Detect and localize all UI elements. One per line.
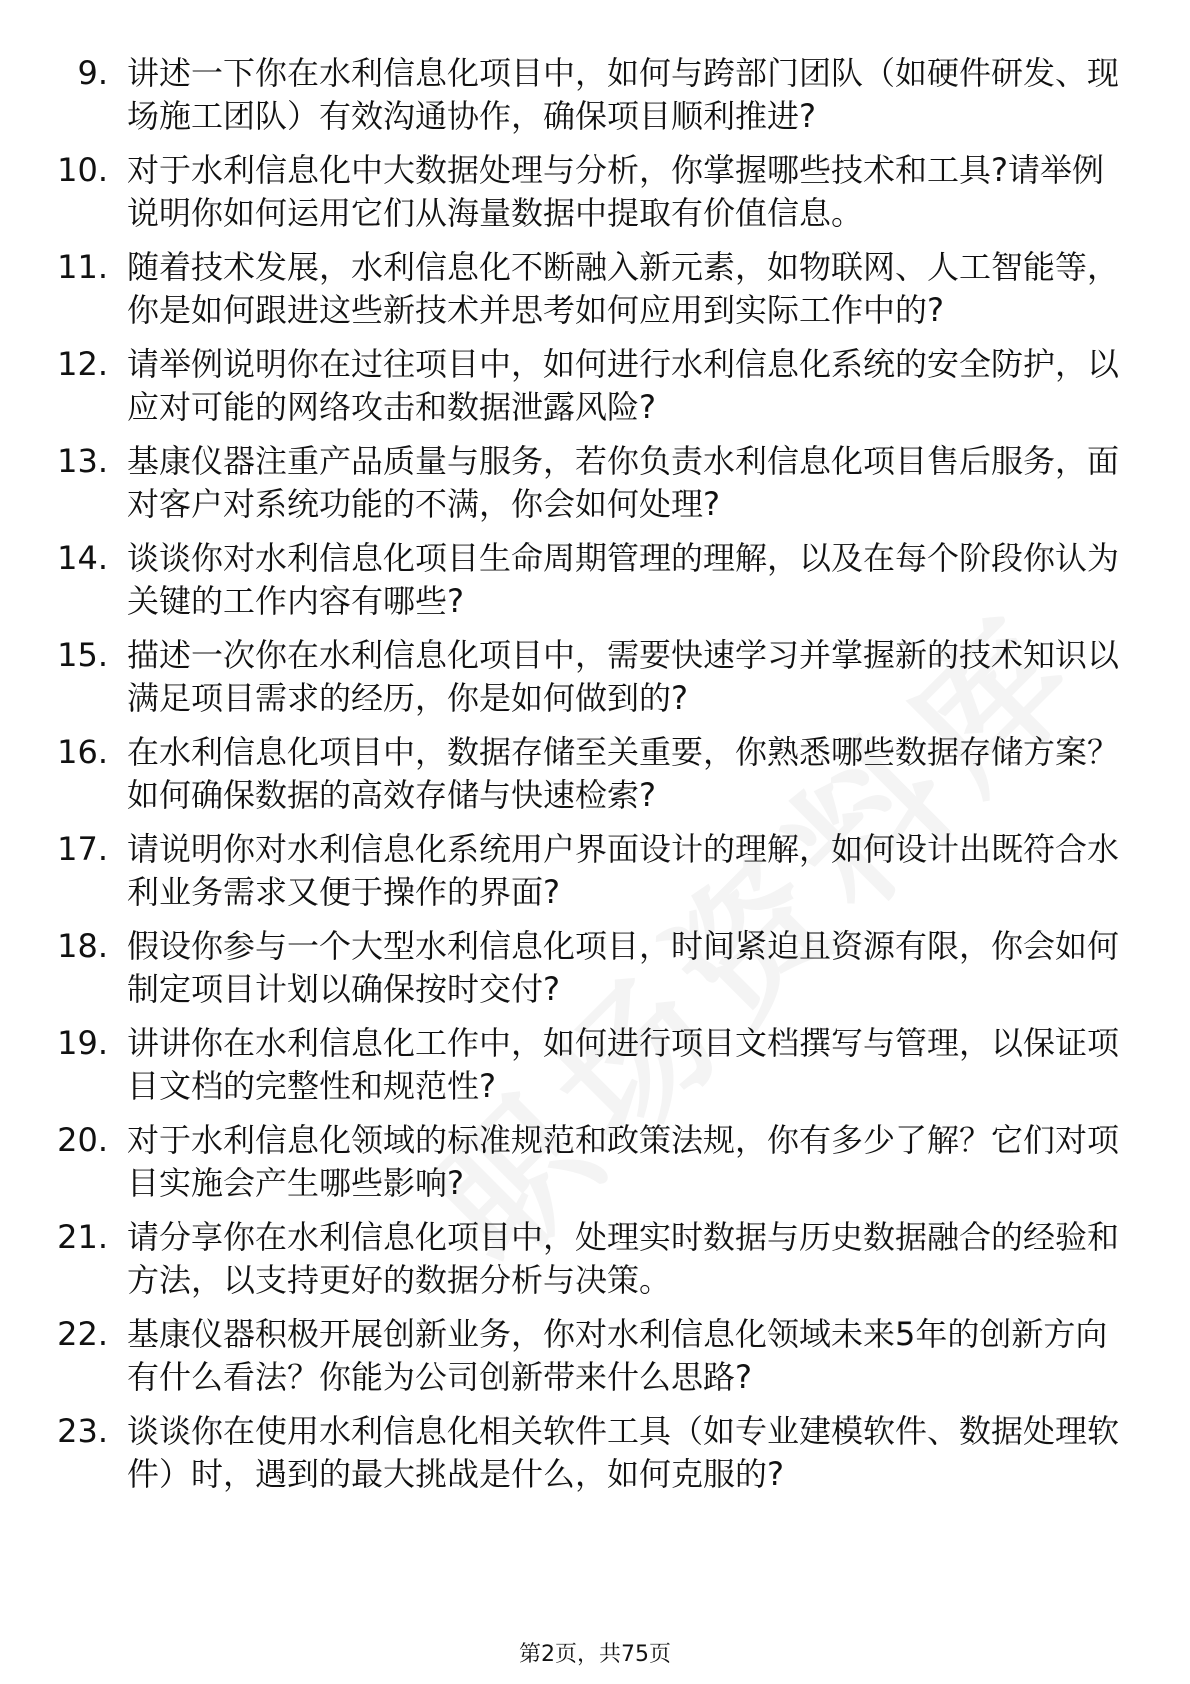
- question-number: 11.: [57, 248, 108, 286]
- question-item: [0, 440, 1190, 526]
- question-list: [0, 52, 1190, 1507]
- question-item: [0, 246, 1190, 332]
- question-number: 9.: [77, 54, 108, 92]
- question-text: 随着技术发展，水利信息化不断融入新元素，如物联网、人工智能等，你是如何跟进这些新技术并思考如何应用到实际工作中的?: [127, 248, 1120, 329]
- question-text: 讲讲你在水利信息化工作中，如何进行项目文档撰写与管理，以保证项目文档的完整性和规范性?: [127, 1024, 1120, 1105]
- question-item: [0, 925, 1190, 1011]
- question-number: 17.: [57, 830, 108, 868]
- question-number: 14.: [57, 539, 108, 577]
- question-number: 21.: [57, 1218, 108, 1256]
- question-item: [0, 1119, 1190, 1205]
- question-item: [0, 1313, 1190, 1399]
- question-item: [0, 343, 1190, 429]
- question-item: [0, 149, 1190, 235]
- question-number: 15.: [57, 636, 108, 674]
- question-number: 10.: [57, 151, 108, 189]
- question-item: [0, 1022, 1190, 1108]
- question-number: 16.: [57, 733, 108, 771]
- question-text: 谈谈你对水利信息化项目生命周期管理的理解，以及在每个阶段你认为关键的工作内容有哪些?: [127, 539, 1120, 620]
- question-text: 对于水利信息化中大数据处理与分析，你掌握哪些技术和工具?请举例说明你如何运用它们从海量数据中提取有价值信息。: [127, 151, 1104, 232]
- question-number: 20.: [57, 1121, 108, 1159]
- page-footer: [0, 1640, 1190, 1670]
- question-text: 请举例说明你在过往项目中，如何进行水利信息化系统的安全防护，以应对可能的网络攻击和数据泄露风险?: [127, 345, 1120, 426]
- question-item: [0, 828, 1190, 914]
- question-number: 18.: [57, 927, 108, 965]
- question-number: 22.: [57, 1315, 108, 1353]
- question-text: 请说明你对水利信息化系统用户界面设计的理解，如何设计出既符合水利业务需求又便于操作的界面?: [127, 830, 1120, 911]
- question-item: [0, 634, 1190, 720]
- question-item: [0, 537, 1190, 623]
- question-text: 描述一次你在水利信息化项目中，需要快速学习并掌握新的技术知识以满足项目需求的经历，你是如何做到的?: [127, 636, 1120, 717]
- question-item: [0, 52, 1190, 138]
- question-number: 12.: [57, 345, 108, 383]
- question-text: 谈谈你在使用水利信息化相关软件工具（如专业建模软件、数据处理软件）时，遇到的最大挑战是什么，如何克服的?: [127, 1412, 1120, 1493]
- question-number: 23.: [57, 1412, 108, 1450]
- question-text: 请分享你在水利信息化项目中，处理实时数据与历史数据融合的经验和方法，以支持更好的数据分析与决策。: [127, 1218, 1120, 1299]
- question-text: 假设你参与一个大型水利信息化项目，时间紧迫且资源有限，你会如何制定项目计划以确保按时交付?: [127, 927, 1120, 1008]
- question-text: 讲述一下你在水利信息化项目中，如何与跨部门团队（如硬件研发、现场施工团队）有效沟通协作，确保项目顺利推进?: [127, 54, 1120, 135]
- question-item: [0, 1216, 1190, 1302]
- question-number: 19.: [57, 1024, 108, 1062]
- question-text: 对于水利信息化领域的标准规范和政策法规，你有多少了解？它们对项目实施会产生哪些影响?: [127, 1121, 1120, 1202]
- question-text: 基康仪器积极开展创新业务，你对水利信息化领域未来5年的创新方向有什么看法？你能为公司创新带来什么思路?: [127, 1315, 1108, 1396]
- page-number-label: 第2页，共75页: [519, 1642, 671, 1667]
- question-number: 13.: [57, 442, 108, 480]
- question-item: [0, 731, 1190, 817]
- question-text: 基康仪器注重产品质量与服务，若你负责水利信息化项目售后服务，面对客户对系统功能的不满，你会如何处理?: [127, 442, 1120, 523]
- question-text: 在水利信息化项目中，数据存储至关重要，你熟悉哪些数据存储方案？如何确保数据的高效存储与快速检索?: [127, 733, 1120, 814]
- question-item: [0, 1410, 1190, 1496]
